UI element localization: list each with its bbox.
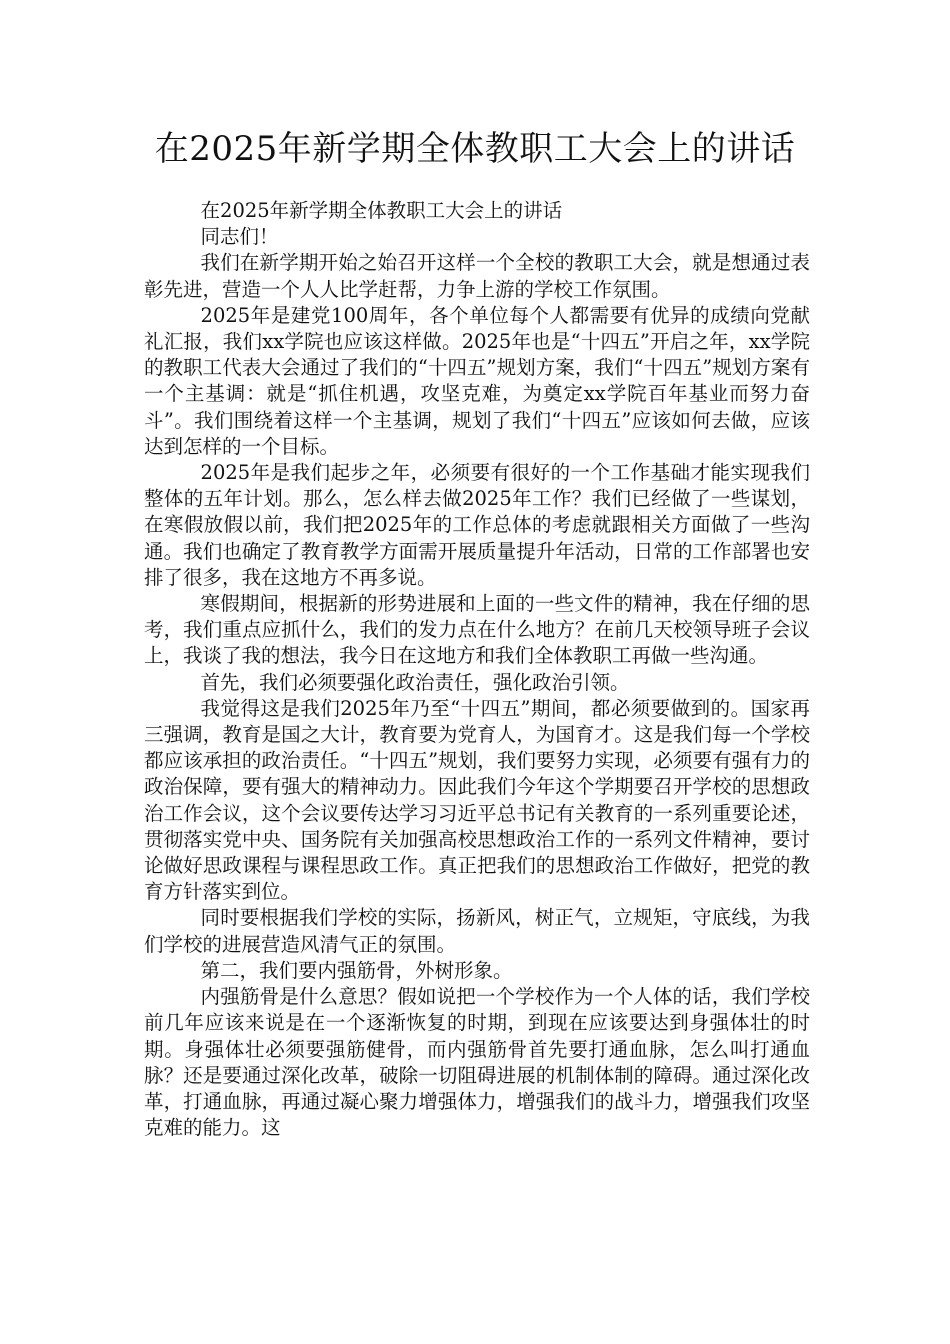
paragraph-heading: 第二，我们要内强筋骨，外树形象。 [200, 958, 513, 982]
paragraph-subtitle: 在2025年新学期全体教职工大会上的讲话 [200, 199, 563, 222]
document-title: 在2025年新学期全体教职工大会上的讲话 [154, 129, 796, 169]
paragraph: 2025年是建党100周年，各个单位每个人都需要有优异的成绩向党献礼汇报，我们xx学院也应该这样做。2025年也是“十四五”开启之年，xx学院的教职工代表大会通过了我们的“十四五”规划方案，我们“十四五”规划方案有一个主基调：就是“抓住机遇，攻坚克难，为奠定xx学院百年基业而努力奋斗”。我们围绕着这样一个主基调，规划了我们“十四五”应该如何去做，应该达到怎样的一个目标。 [144, 303, 810, 458]
paragraph: 我们在新学期开始之始召开这样一个全校的教职工大会，就是想通过表彰先进，营造一个人人比学赶帮，力争上游的学校工作氛围。 [144, 251, 810, 301]
paragraph-heading: 首先，我们必须要强化政治责任，强化政治引领。 [200, 670, 630, 694]
paragraph: 寒假期间，根据新的形势进展和上面的一些文件的精神，我在仔细的思考，我们重点应抓什么，我们的发力点在什么地方？在前几天校领导班子会议上，我谈了我的想法，我今日在这地方和我们全体教职工再做一些沟通。 [144, 592, 810, 668]
document-body [144, 198, 810, 1141]
paragraph-greeting: 同志们！ [200, 225, 279, 249]
paragraph: 同时要根据我们学校的实际，扬新风，树正气，立规矩，守底线，为我们学校的进展营造风清气正的氛围。 [144, 906, 810, 956]
paragraph: 我觉得这是我们2025年乃至“十四五”期间，都必须要做到的。国家再三强调，教育是国之大计，教育要为党育人，为国育才。这是我们每一个学校都应该承担的政治责任。“十四五”规划，我们要努力实现，必须要有强有力的政治保障，要有强大的精神动力。因此我们今年这个学期要召开学校的思想政治工作会议，这个会议要传达学习习近平总书记有关教育的一系列重要论述，贯彻落实党中央、国务院有关加强高校思想政治工作的一系列文件精神，要讨论做好思政课程与课程思政工作。真正把我们的思想政治工作做好，把党的教育方针落实到位。 [144, 696, 810, 904]
paragraph: 内强筋骨是什么意思？假如说把一个学校作为一个人体的话，我们学校前几年应该来说是在一个逐渐恢复的时期，到现在应该要达到身强体壮的时期。身强体壮必须要强筋健骨，而内强筋骨首先要打通血脉，怎么叫打通血脉？还是要通过深化改革，破除一切阻碍进展的机制体制的障碍。通过深化改革，打通血脉，再通过凝心聚力增强体力，增强我们的战斗力，增强我们攻坚克难的能力。这 [144, 985, 810, 1140]
paragraph: 2025年是我们起步之年，必须要有很好的一个工作基础才能实现我们整体的五年计划。那么，怎么样去做2025年工作？我们已经做了一些谋划，在寒假放假以前，我们把2025年的工作总体的考虑就跟相关方面做了一些沟通。我们也确定了教育教学方面需开展质量提升年活动，日常的工作部署也安排了很多，我在这地方不再多说。 [144, 461, 810, 589]
